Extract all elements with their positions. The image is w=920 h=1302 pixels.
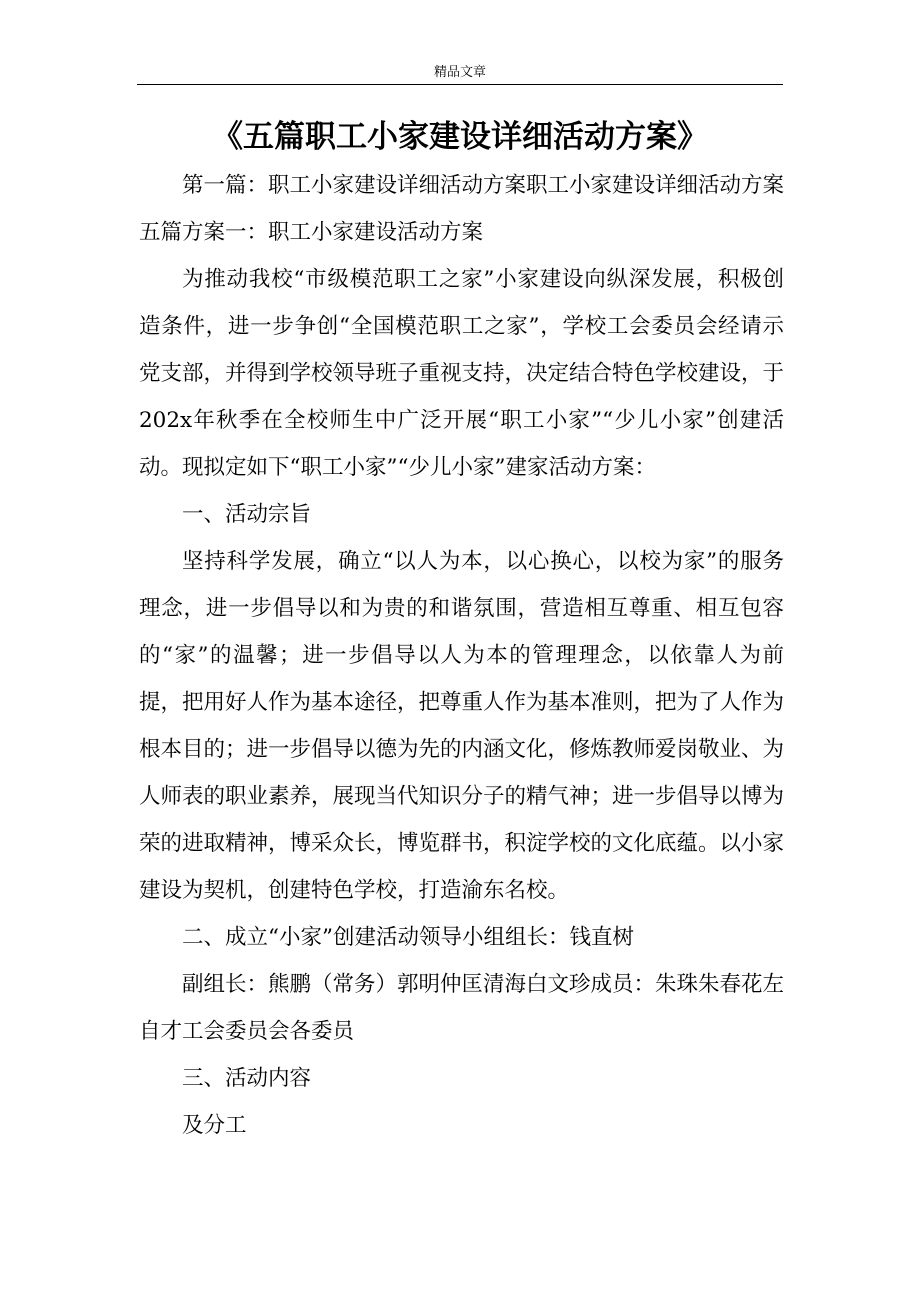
document-title: 《五篇职工小家建设详细活动方案》 — [212, 119, 708, 155]
paragraph-background: 为推动我校“市级模范职工之家”小家建设向纵深发展，积极创造条件，进一步争创“全国模范职工之家”，学校工会委员会经请示党支部，并得到学校领导班子重视支持，决定结合特色学校建设，于202x年秋季在全校师生中广泛开展“职工小家”“少儿小家”创建活动。现拟定如下“职工小家”“少儿小家”建家活动方案： — [139, 267, 785, 480]
paragraph-purpose: 坚持科学发展，确立“以人为本，以心换心，以校为家”的服务理念，进一步倡导以和为贵的和谐氛围，营造相互尊重、相互包容的“家”的温馨；进一步倡导以人为本的管理理念，以依靠人为前提，把用好人作为基本途径，把尊重人作为基本准则，把为了人作为根本目的；进一步倡导以德为先的内涵文化，修炼教师爱岗敬业、为人师表的职业素养，展现当代知识分子的精气神；进一步倡导以博为荣的进取精神，博采众长，博览群书，积淀学校的文化底蕴。以小家建设为契机，创建特色学校，打造渝东名校。 — [139, 549, 785, 903]
header-label: 精品文章 — [433, 65, 486, 80]
paragraph-division: 及分工 — [182, 1113, 247, 1138]
section-heading-leadership: 二、成立“小家”创建活动领导小组组长：钱直树 — [182, 925, 634, 950]
paragraph-members: 副组长：熊鹏（常务）郭明仲匡清海白文珍成员：朱珠朱春花左自才工会委员会各委员 — [139, 972, 785, 1044]
document-body — [139, 162, 784, 1149]
paragraph-intro: 第一篇：职工小家建设详细活动方案职工小家建设详细活动方案五篇方案一：职工小家建设活动方案 — [139, 173, 785, 245]
page-header — [137, 62, 783, 85]
section-heading-content: 三、活动内容 — [182, 1066, 312, 1091]
section-heading-purpose: 一、活动宗旨 — [182, 502, 312, 527]
